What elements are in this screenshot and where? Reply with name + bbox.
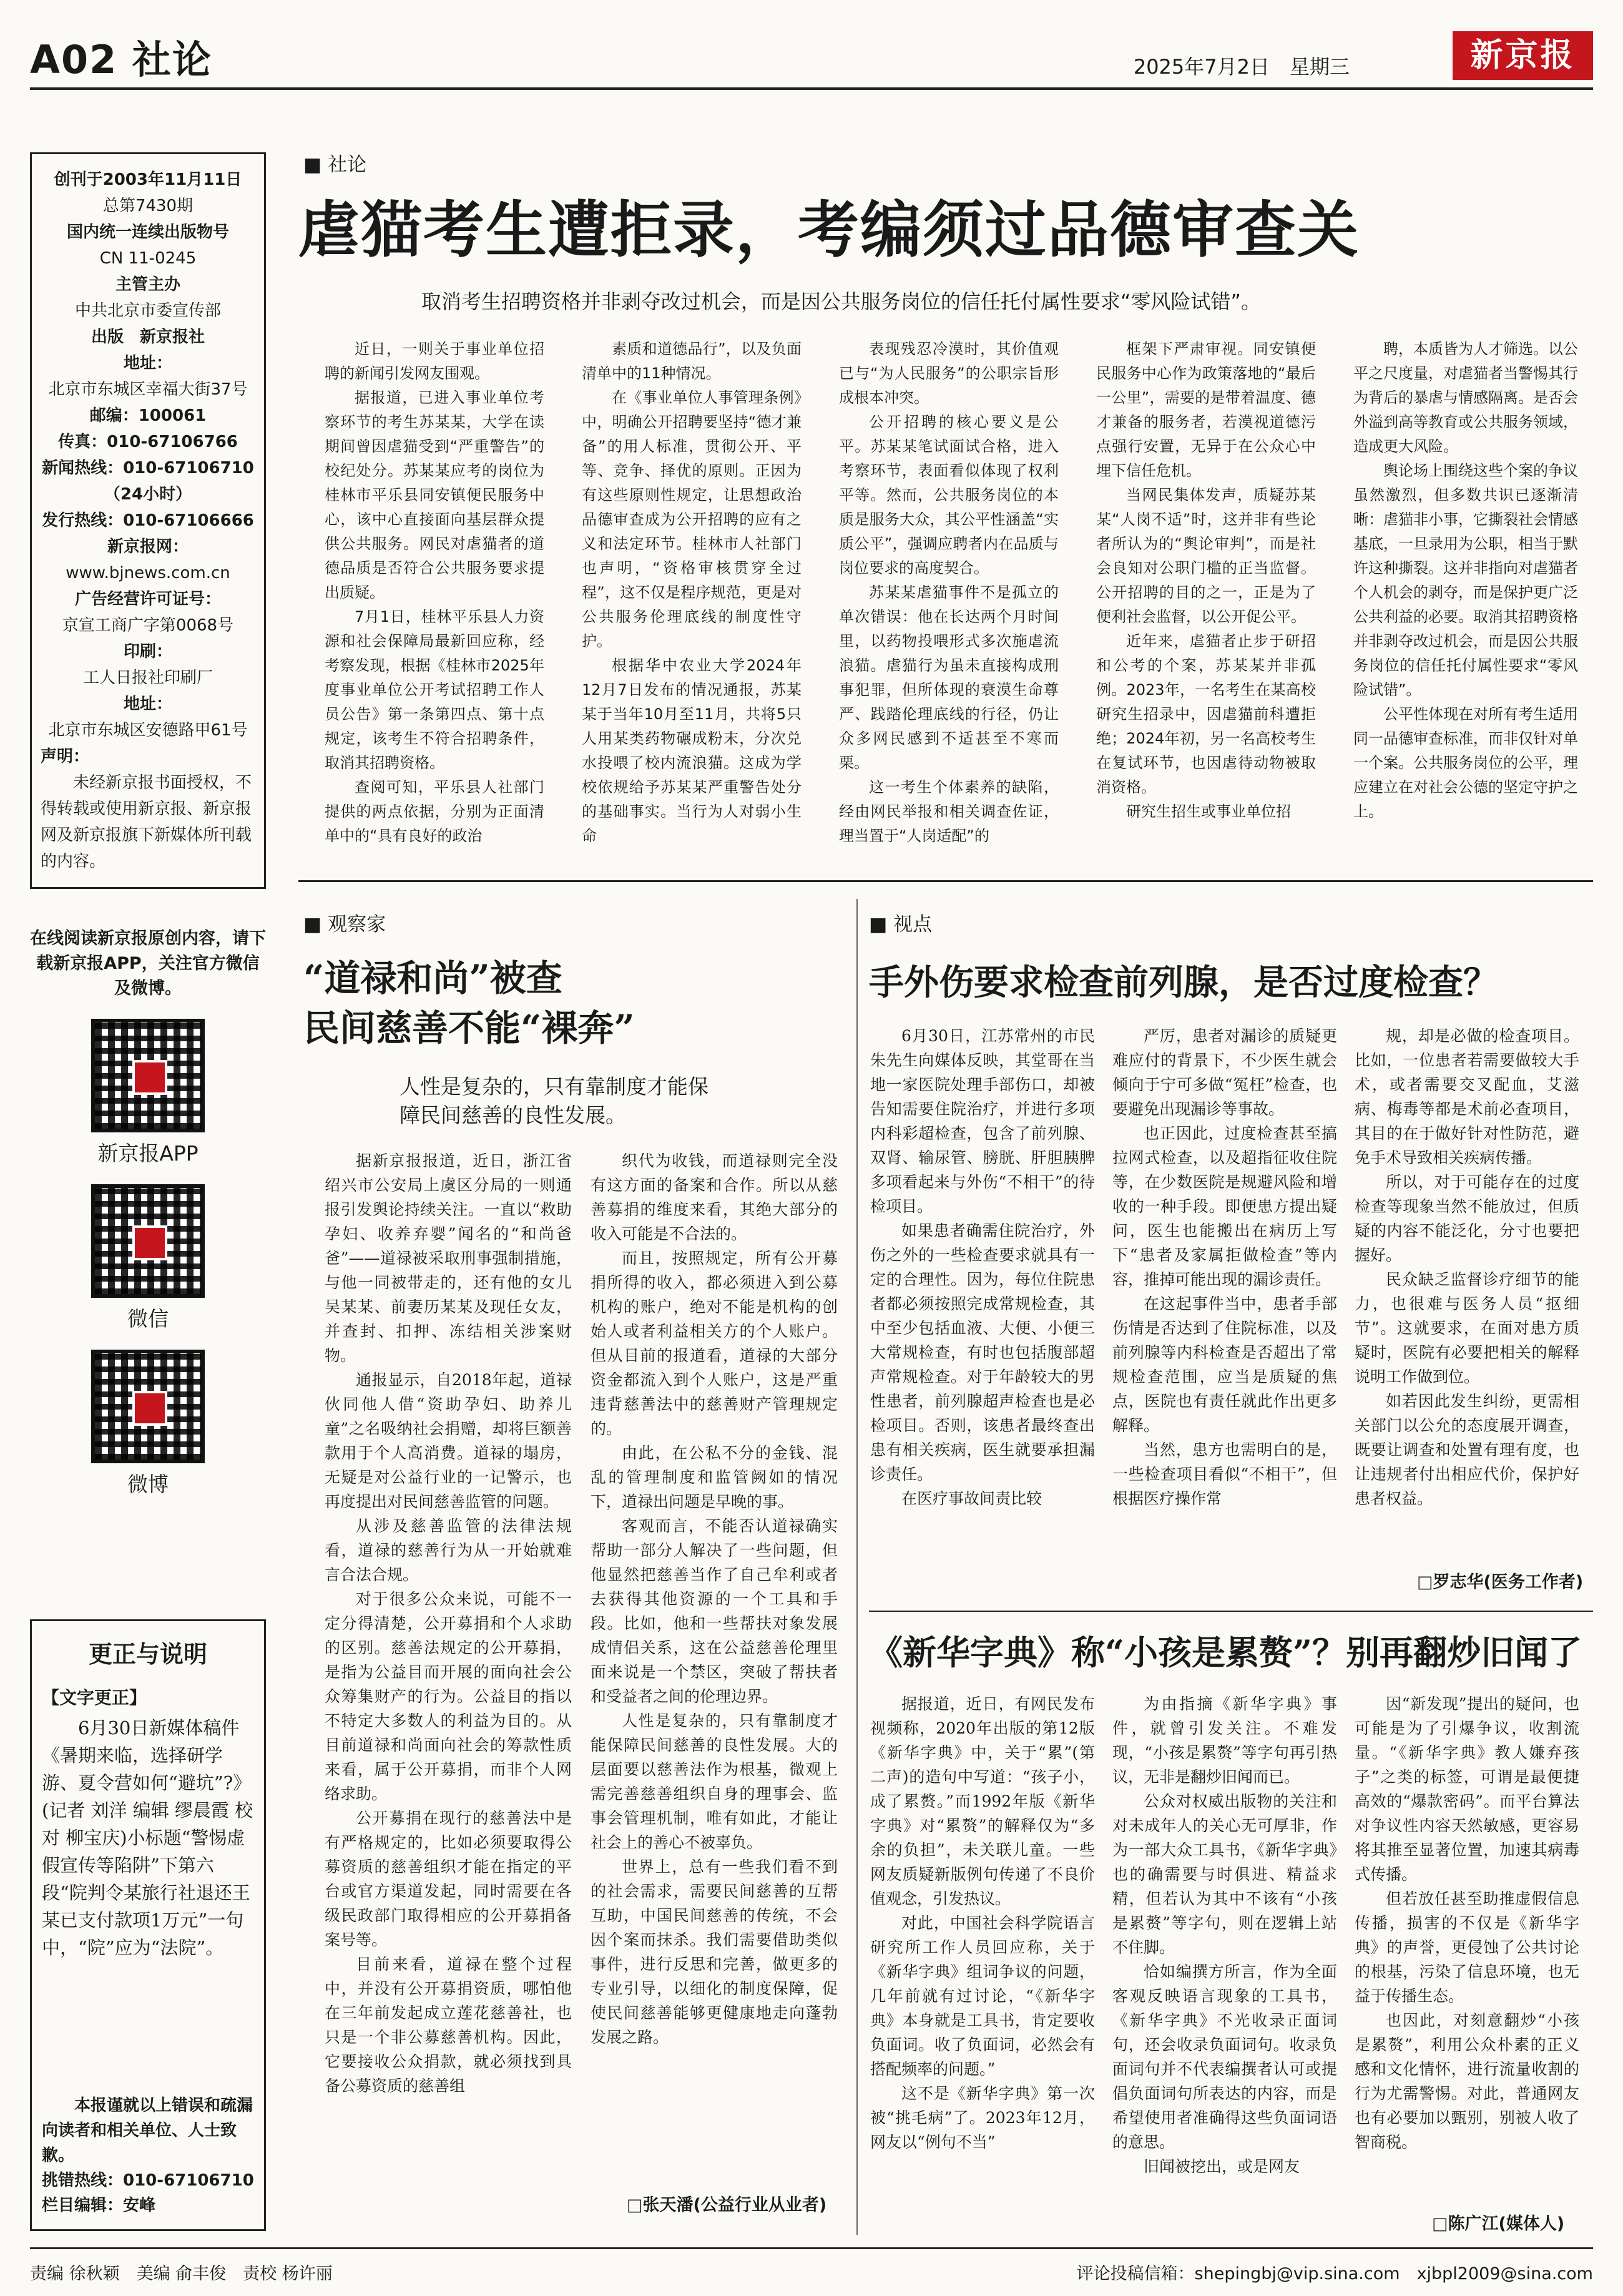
article-paragraph: 由此，在公私不分的金钱、混乱的管理制度和监管阙如的情况下，道禄出问题是早晚的事。 [591, 1444, 838, 1511]
article-paragraph: 研究生招生或事业单位招 [1126, 803, 1291, 820]
sponsor-label: 主管主办 [115, 275, 180, 294]
article-paragraph: 苏某某虐猫事件不是孤立的单次错误：他在长达两个月时间里，以药物投喂形式多次施虐流浪猫。虐猫行为虽未直接构成刑事犯罪，但所体现的衰漠生命尊严、践踏伦理底线的行径，仍让众多网民感到不适甚至不寒而栗。 [839, 584, 1059, 772]
editors-credit: 责编 徐秋颖 美编 俞丰俊 责校 杨许丽 [30, 2264, 333, 2284]
web-url: www.bjnews.com.cn [66, 564, 230, 582]
editorial-column [1096, 337, 1316, 849]
editorial-subtitle: 取消考生招聘资格并非剥夺改过机会，而是因公共服务岗位的信任托付属性要求“零风险试错”。 [421, 290, 1261, 313]
notice-label: 声明： [41, 747, 90, 766]
wechat-qr-label: 微信 [127, 1307, 169, 1331]
section-divider [298, 880, 1593, 882]
weibo-qr-code[interactable] [91, 1350, 205, 1463]
section-label-editorial: ■ 社论 [303, 149, 366, 177]
observer-lede: 人性是复杂的，只有靠制度才能保障民间慈善的良性发展。 [400, 1074, 709, 1127]
page-label: A02 社论 [30, 37, 212, 82]
observer-byline: □张天潘(公益行业从业者) [627, 2195, 827, 2215]
page-header [30, 26, 1593, 82]
article-paragraph: 素质和道德品行”，以及负面清单中的11种情况。 [582, 340, 802, 382]
footer-rule [30, 2247, 1593, 2249]
app-qr-code[interactable] [91, 1019, 205, 1132]
article-paragraph: 近年来，虐猫者止步于研招和公考的个案，苏某某并非孤例。2023年，一名考生在某高校研究生招录中，因虐猫前科遭拒绝；2024年初，另一名高校考生在复试环节，也因虐待动物被取消资格。 [1096, 632, 1316, 796]
article-paragraph: 在《事业单位人事管理条例》中，明确公开招聘要坚持“德才兼备”的用人标准，贯彻公开、平等、竞争、择优的原则。正因为有这些原则性规定，让思想政治品德审查成为公开招聘的应有之义和法定环节。桂林市人社部门也声明，“资格审核贯穿全过程”，这不仅是程序规范，更是对公共服务伦理底线的制度性守护。 [582, 389, 802, 650]
article-paragraph: 舆论场上围绕这些个案的争议虽然激烈，但多数共识已逐渐清晰：虐猫非小事，它撕裂社会情感基底，一旦录用为公职，相当于默许这种撕裂。这并非指向对虐猫者个人机会的剥夺，而是保护更广泛公共利益的必要。取消其招聘资格并非剥夺改过机会，而是因公共服务岗位的信任托付属性要求“零风险试错”。 [1353, 462, 1578, 699]
section-divider [869, 1611, 1593, 1612]
article-paragraph: 公平性体现在对所有考生适用同一品德审查标准，而非仅针对单一个案。公共服务岗位的公平，理应建立在对社会公德的坚定守护之上。 [1353, 705, 1578, 820]
article-paragraph: 人性是复杂的，只有靠制度才能保障民间慈善的良性发展。大的层面要以慈善法作为根基，微观上需完善慈善组织自身的理事会、监事会管理机制，唯有如此，才能让社会上的善心不被辜负。 [591, 1712, 838, 1852]
article-paragraph: 公开招聘的核心要义是公平。苏某某笔试面试合格，进入考察环节，表面看似体现了权利平等。然而，公共服务岗位的本质是服务大众，其公平性涵盖“实质公平”，强调应聘者内在品质与岗位要求的高度契合。 [839, 413, 1059, 577]
article-paragraph: 世界上，总有一些我们看不到的社会需求，需要民间慈善的互帮互助，中国民间慈善的传统，不会因个案而抹杀。我们需要借助类似事件，进行反思和完善，做更多的专业引导，以细化的制度保障，促使民间慈善能够更健康地走向蓬勃发展之路。 [591, 1858, 838, 2046]
article-paragraph: 旧闻被挖出，或是网友 [1144, 2157, 1300, 2176]
corrections-footer [42, 2093, 254, 2218]
article-paragraph: 据报道，近日，有网民发布视频称，2020年出版的第12版《新华字典》中，关于“累”(第二声)的造句中写道：“孩子小，成了累赘。”而1992年版《新华字典》对“累赘”的解释仅为“多余的负担”，未关联儿童。一些网友质疑新版例句传递了不良价值观念，引发热议。 [870, 1695, 1095, 1908]
editorial-column [839, 337, 1059, 849]
viewpoint-column [1112, 1024, 1337, 1598]
article-paragraph: 严厉，患者对漏诊的质疑更难应付的背景下，不少医生就会倾向于宁可多做“冤枉”检查，也要避免出现漏诊等事故。 [1112, 1027, 1337, 1118]
article-paragraph: 所以，对于可能存在的过度检查等现象当然不能放过，但质疑的内容不能泛化，分寸也要把握好。 [1355, 1173, 1579, 1264]
news-hotline: 新闻热线：010-67106710（24小时） [42, 459, 254, 504]
fax: 传真：010-67106766 [58, 433, 238, 451]
editorial-column [582, 337, 802, 849]
address: 北京市东城区幸福大街37号 [48, 380, 248, 399]
article-paragraph: 查阅可知，平乐县人社部门提供的两点依据，分别为正面清单中的“具有良好的政治 [325, 778, 544, 845]
editorial-column [325, 337, 544, 849]
app-qr-label: 新京报APP [97, 1141, 199, 1165]
dictionary-column [870, 1692, 1095, 2241]
article-paragraph: 据报道，已进入事业单位考察环节的考生苏某某，大学在读期间曾因虐猫受到“严重警告”的校纪处分。苏某某应考的岗位为桂林市平乐县同安镇便民服务中心，该中心直接面向基层群众提供公共服务。网民对虐猫者的道德品质是否符合公共服务要求提出质疑。 [325, 389, 544, 601]
article-paragraph: 如果患者确需住院治疗，外伤之外的一些检查要求就具有一定的合理性。因为，每位住院患者都必须按照完成常规检查，其中至少包括血液、大便、小便三大常规检查，有时也包括腹部超声常规检查。对于年龄较大的男性患者，前列腺超声检查也是必检项目。否则，该患者最终查出患有相关疾病，医生就要承担漏诊责任。 [870, 1222, 1095, 1483]
apology: 本报谨就以上错误和疏漏向读者和相关单位、人士致歉。 [42, 2096, 253, 2165]
sidebar [30, 152, 266, 2231]
page-footer [30, 2260, 1593, 2284]
article-paragraph: 这不是《新华字典》第一次被“挑毛病”了。2023年12月，网友以“例句不当” [870, 2084, 1095, 2151]
founded: 创刊于2003年11月11日 [54, 170, 242, 189]
postcode: 邮编：100061 [89, 406, 207, 425]
article-paragraph: 通报显示，自2018年起，道禄伙同他人借“资助孕妇、助养儿童”之名吸纳社会捐赠，却将巨额善款用于个人高消费。道禄的塌房，无疑是对公益行业的一记警示，也再度提出对民间慈善监管的问题。 [325, 1371, 572, 1511]
viewpoint-headline: 手外伤要求检查前列腺，是否过度检查？ [869, 962, 1498, 1003]
issue-date: 2025年7月2日 星期三 [1133, 55, 1350, 79]
article-paragraph: 规，却是必做的检查项目。比如，一位患者若需要做较大手术，或者需要交叉配血，艾滋病、梅毒等都是术前必查项目，其目的在于做好针对性防范，避免手术导致相关疾病传播。 [1355, 1027, 1579, 1167]
article-paragraph: 目前来看，道禄在整个过程中，并没有公开募捐资质，哪怕他在三年前发起成立莲花慈善社，也只是一个非公募慈善机构。因此，它要接收公众捐款，就必须找到具备公募资质的慈善组 [325, 1955, 572, 2095]
print-label: 印刷： [123, 642, 172, 661]
dictionary-column [1355, 1692, 1579, 2204]
cn-number: CN 11-0245 [99, 249, 197, 268]
masthead-box [30, 152, 266, 889]
publisher: 出版 新京报社 [91, 328, 205, 346]
article-paragraph: 恰如编撰方所言，作为全面客观反映语言现象的工具书，《新华字典》不光收录正面词句，还会收录负面词句。收录负面词句并不代表编撰者认可或提倡负面词句所表达的内容，而是希望使用者准确得这些负面词语的意思。 [1112, 1963, 1337, 2151]
article-paragraph: 也正因此，过度检查甚至搞拉网式检查，以及超指征收住院等，在少数医院是规避风险和增收的一种手段。即便患方提出疑问，医生也能搬出在病历上写下“患者及家属拒做检查”等内容，推掉可能出现的漏诊责任。 [1112, 1124, 1337, 1288]
newspaper-logo: 新京报 [1453, 31, 1593, 80]
print-address: 北京市东城区安德路甲61号 [48, 721, 248, 740]
article-paragraph: 这一考生个体素养的缺陷，经由网民举报和相关调查佐证，理当置于“人岗适配”的 [839, 778, 1059, 845]
article-paragraph: 在这起事件当中，患者手部伤情是否达到了住院标准，以及前列腺等内科检查是否超出了常规检查范围，应当是质疑的焦点，医院也有责任就此作出更多解释。 [1112, 1295, 1337, 1435]
distribution-hotline: 发行热线：010-67106666 [42, 511, 254, 530]
section-label-viewpoint: ■ 视点 [869, 908, 932, 936]
article-paragraph: 表现残忍冷漠时，其价值观已与“为人民服务”的公职宗旨形成根本冲突。 [839, 340, 1059, 406]
article-paragraph: 当网民集体发声，质疑苏某某“人岗不适”时，这并非有些论者所认为的“舆论审判”，而是社会良知对公职门槛的正当监督。公开招聘的目的之一，正是为了便利社会监督，以公开促公平。 [1096, 486, 1316, 626]
corrections-body: 6月30日新媒体稿件《暑期来临，选择研学游、夏令营如何“避坑”?》(记者 刘洋 编辑 缪晨霞 校对 柳宝庆)小标题“警惕虚假宣传等陷阱”下第六段“院判令某旅行社退还王某已支付款项1万元”一句中，“院”应为“法院”。 [42, 1717, 253, 1958]
corrections-title: 更正与说明 [88, 1641, 207, 1668]
article-paragraph: 框架下严肃审视。同安镇便民服务中心作为政策落地的“最后一公里”，需要的是带着温度、德才兼备的服务者，若漠视道德污点强行安置，无异于在公众心中埋下信任危机。 [1096, 340, 1316, 479]
editorial-column [1353, 337, 1578, 849]
article-paragraph: 对于很多公众来说，可能不一定分得清楚，公开募捐和个人求助的区别。慈善法规定的公开募捐，是指为公益目而开展的面向社会公众筹集财产的行为。公益目的指以不特定大多数人的利益为目的。从目前道禄和尚面向社会的筹款性质来看，属于公开募捐，而非个人网络求助。 [325, 1590, 572, 1803]
column-divider [856, 899, 858, 2235]
online-reading-note: 在线阅读新京报原创内容，请下载新京报APP，关注官方微信及微博。 [30, 929, 266, 998]
editorial-headline: 虐猫考生遭拒录，考编须过品德审查关 [298, 194, 1360, 266]
article-paragraph: 因“新发现”提出的疑问，也可能是为了引爆争议，收割流量。“《新华字典》教人嫌弃孩子”之类的标签，可谓是最便捷高效的“爆款密码”。而平台算法对争议性内容天然敏感，更容易将其推至显著位置，加速其病毒式传播。 [1355, 1695, 1579, 1883]
article-paragraph: 也因此，对刻意翻炒“小孩是累赘”，利用公众朴素的正义感和文化情怀，进行流量收割的行为尤需警惕。对此，普通网友也有必要加以甄别，别被人收了智商税。 [1355, 2011, 1579, 2151]
notice: 未经新京报书面授权，不得转载或使用新京报、新京报网及新京报旗下新媒体所刊载的内容。 [41, 773, 252, 871]
ad-license: 京宣工商广字第0068号 [62, 616, 234, 635]
sponsor: 中共北京市委宣传部 [74, 302, 221, 320]
print-address-label: 地址： [123, 695, 172, 714]
article-paragraph: 公众对权威出版物的关注和对未成年人的关心无可厚非，作为一部大众工具书，《新华字典》也的确需要与时俱进、精益求精，但若认为其中不该有“小孩是累赘”等字句，则在逻辑上站不住脚。 [1112, 1792, 1337, 1956]
error-hotline: 挑错热线：010-67106710 [42, 2171, 254, 2190]
observer-headline-line1: “道禄和尚”被查 [303, 957, 562, 999]
article-paragraph: 从涉及慈善监管的法律法规看，道禄的慈善行为从一开始就难言合法合规。 [325, 1517, 572, 1584]
article-paragraph: 民众缺乏监督诊疗细节的能力，也很难与医务人员“抠细节”。这就要求，在面对患方质疑时，医院有必要把相关的解释说明工作做到位。 [1355, 1270, 1579, 1386]
web-label: 新京报网： [107, 537, 189, 556]
article-paragraph: 6月30日，江苏常州的市民朱先生向媒体反映，其堂哥在当地一家医院处理手部伤口，却被告知需要住院治疗，并进行多项内科彩超检查，包含了前列腺、双肾、输尿管、膀胱、肝胆胰脾多项看起来与外伤“不相干”的待检项目。 [870, 1027, 1095, 1215]
issue-number: 总第7430期 [102, 197, 194, 215]
observer-column [325, 1149, 572, 2210]
ad-license-label: 广告经营许可证号： [74, 590, 221, 609]
weibo-qr-label: 微博 [127, 1472, 169, 1496]
article-paragraph: 如若因此发生纠纷，更需相关部门以公允的态度展开调查，既要让调查和处置有理有度，也让违规者付出相应代价，保护好患者权益。 [1355, 1392, 1579, 1508]
article-paragraph: 而且，按照规定，所有公开募捐所得的收入，都必须进入到公募机构的账户，绝对不能是机构的创始人或者利益相关方的个人账户。但从目前的报道看，道禄的大部分资金都流入到个人账户，这是严重违背慈善法中的慈善财产管理规定的。 [591, 1249, 838, 1438]
article-paragraph: 客观而言，不能否认道禄确实帮助一部分人解决了一些问题，但他显然把慈善当作了自己牟利或者去获得其他资源的一个工具和手段。比如，他和一些帮扶对象发展成情侣关系，这在公益慈善伦理里面来说是一个禁区，突破了帮扶者和受益者之间的伦理边界。 [591, 1517, 838, 1705]
article-paragraph: 当然，患方也需明白的是，一些检查项目看似“不相干”，但根据医疗操作常 [1112, 1441, 1337, 1508]
article-paragraph: 但若放任甚至助推虚假信息传播，损害的不仅是《新华字典》的声誉，更侵蚀了公共讨论的根基，污染了信息环境，也无益于传播生态。 [1355, 1890, 1579, 2005]
dictionary-byline: □陈广江(媒体人) [1432, 2214, 1565, 2234]
column-editor: 栏目编辑：安峰 [42, 2196, 156, 2215]
dictionary-headline: 《新华字典》称“小孩是累赘”？别再翻炒旧闻了 [869, 1632, 1582, 1672]
corrections-tag: 【文字更正】 [42, 1687, 147, 1708]
section-label-observer: ■ 观察家 [303, 908, 386, 936]
article-paragraph: 在医疗事故间责比较 [901, 1489, 1042, 1508]
printer: 工人日报社印刷厂 [82, 669, 213, 687]
wechat-qr-code[interactable] [91, 1184, 205, 1298]
article-paragraph: 根据华中农业大学2024年12月7日发布的情况通报，苏某某于当年10月至11月，共将5只人用某类药物碾成粉末，分次兑水投喂了校内流浪猫。这成为学校依规给予苏某某严重警告处分的基础事实。当行为人对弱小生命 [582, 657, 802, 845]
address-label: 地址： [123, 354, 172, 373]
header-rule [30, 87, 1593, 90]
article-paragraph: 公开募捐在现行的慈善法中是有严格规定的，比如必须要取得公募资质的慈善组织才能在指定的平台或官方渠道发起，同时需要在各级民政部门取得相应的公开募捐备案号等。 [325, 1809, 572, 1949]
article-paragraph: 据新京报报道，近日，浙江省绍兴市公安局上虞区分局的一则通报引发舆论持续关注。一直以“救助孕妇、收养弃婴”闻名的“和尚爸爸”——道禄被采取刑事强制措施，与他一同被带走的，还有他的女儿吴某某、前妻历某某及现任女友，并查封、扣押、冻结相关涉案财物。 [325, 1152, 572, 1365]
article-paragraph: 近日，一则关于事业单位招聘的新闻引发网友围观。 [325, 340, 544, 382]
observer-column [591, 1149, 838, 2160]
viewpoint-column [870, 1024, 1095, 1598]
cn-label: 国内统一连续出版物号 [66, 223, 229, 242]
viewpoint-byline: □罗志华(医务工作者) [1417, 1572, 1584, 1592]
article-paragraph: 为由指摘《新华字典》事件，就曾引发关注。不难发现，“小孩是累赘”等字句再引热议，无非是翻炒旧闻而已。 [1112, 1695, 1337, 1786]
article-paragraph: 聘，本质皆为人才筛选。以公平之尺度量，对虐猫者当警惕其行为背后的暴虐与情感隔离。是否会外溢到高等教育或公共服务领域，造成更大风险。 [1353, 340, 1578, 455]
article-paragraph: 织代为收钱，而道禄则完全没有这方面的备案和合作。所以从慈善募捐的维度来看，其绝大部分的收入可能是不合法的。 [591, 1152, 838, 1243]
observer-headline-line2: 民间慈善不能“裸奔” [303, 1007, 635, 1049]
corrections-box [30, 1619, 266, 2231]
submission-email: 评论投稿信箱：shepingbj@vip.sina.com xjbpl2009@sina.com [1076, 2264, 1593, 2284]
viewpoint-column [1355, 1024, 1579, 1561]
dictionary-column [1112, 1692, 1337, 2241]
article-paragraph: 7月1日，桂林平乐县人力资源和社会保障局最新回应称，经考察发现，根据《桂林市2025年度事业单位公开考试招聘工作人员公告》第一条第四点、第十点规定，该考生不符合招聘条件，取消其招聘资格。 [325, 608, 544, 772]
article-paragraph: 对此，中国社会科学院语言研究所工作人员回应称，关于《新华字典》组词争议的问题，几年前就有过讨论，“《新华字典》本身就是工具书，肯定要收负面词。收了负面词，必然会有搭配频率的问题。” [870, 1914, 1095, 2078]
